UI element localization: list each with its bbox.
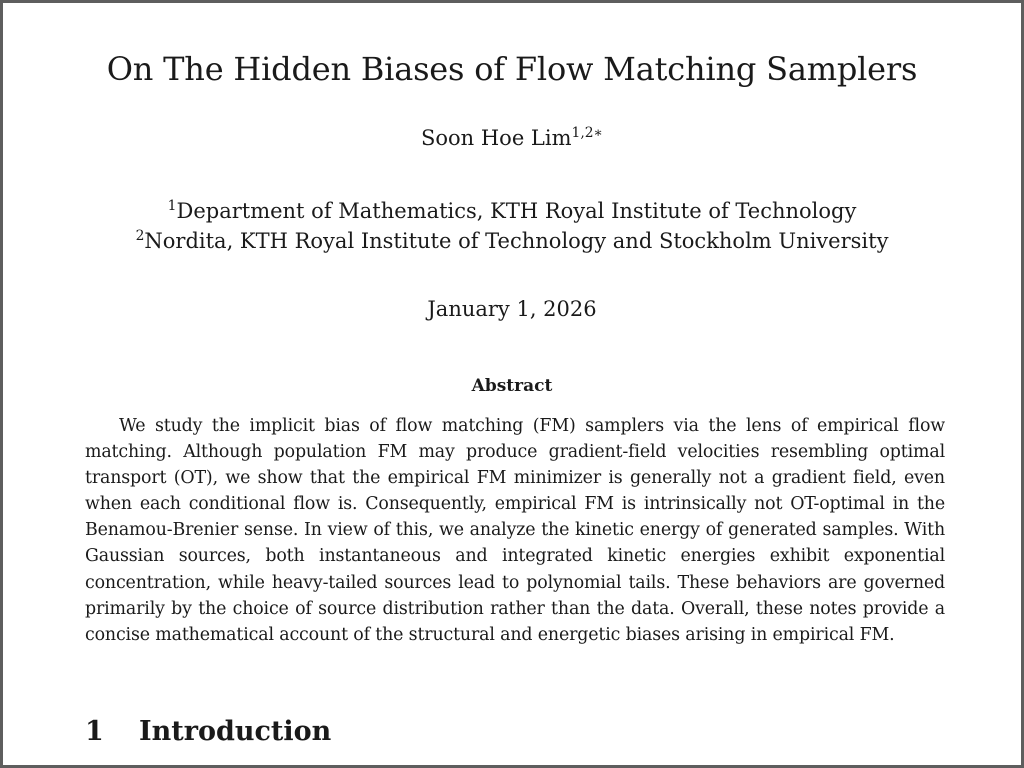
author-name: Soon Hoe Lim bbox=[421, 126, 572, 150]
affiliations bbox=[3, 196, 1021, 256]
affiliation-2-text: Nordita, KTH Royal Institute of Technology and Stockholm University bbox=[144, 229, 889, 253]
author-marks: 1,2∗ bbox=[571, 125, 603, 141]
paper-date: January 1, 2026 bbox=[427, 297, 597, 321]
paper-title: On The Hidden Biases of Flow Matching Samplers bbox=[106, 50, 918, 88]
affiliation-1 bbox=[3, 196, 1021, 226]
abstract-heading: Abstract bbox=[471, 376, 553, 396]
section-heading bbox=[85, 713, 331, 751]
section-number: 1 bbox=[85, 716, 104, 747]
affiliation-2 bbox=[3, 226, 1021, 256]
section-title: Introduction bbox=[139, 716, 332, 747]
affiliation-1-mark: 1 bbox=[167, 198, 177, 214]
abstract-body: We study the implicit bias of flow matching (FM) samplers via the lens of empirical flow matching. Although population FM may produce gradient-field velocities resembling optimal transport (OT), we show that the empirical FM minimizer is generally not a gradient field, even when each conditional flow is. Consequently, empirical FM is intrinsically not OT-optimal in the Benamou-Brenier sense. In view of this, we analyze the kinetic energy of generated samples. With Gaussian sources, both instantaneous and integrated kinetic energies exhibit exponential concentration, while heavy-tailed sources lead to polynomial tails. These behaviors are governed primarily by the choice of source distribution rather than the data. Overall, these notes provide a concise mathematical account of the structural and energetic biases arising in empirical FM. bbox=[85, 416, 945, 645]
affiliation-2-mark: 2 bbox=[135, 228, 145, 244]
author-line bbox=[3, 123, 1021, 153]
affiliation-1-text: Department of Mathematics, KTH Royal Institute of Technology bbox=[176, 199, 857, 223]
